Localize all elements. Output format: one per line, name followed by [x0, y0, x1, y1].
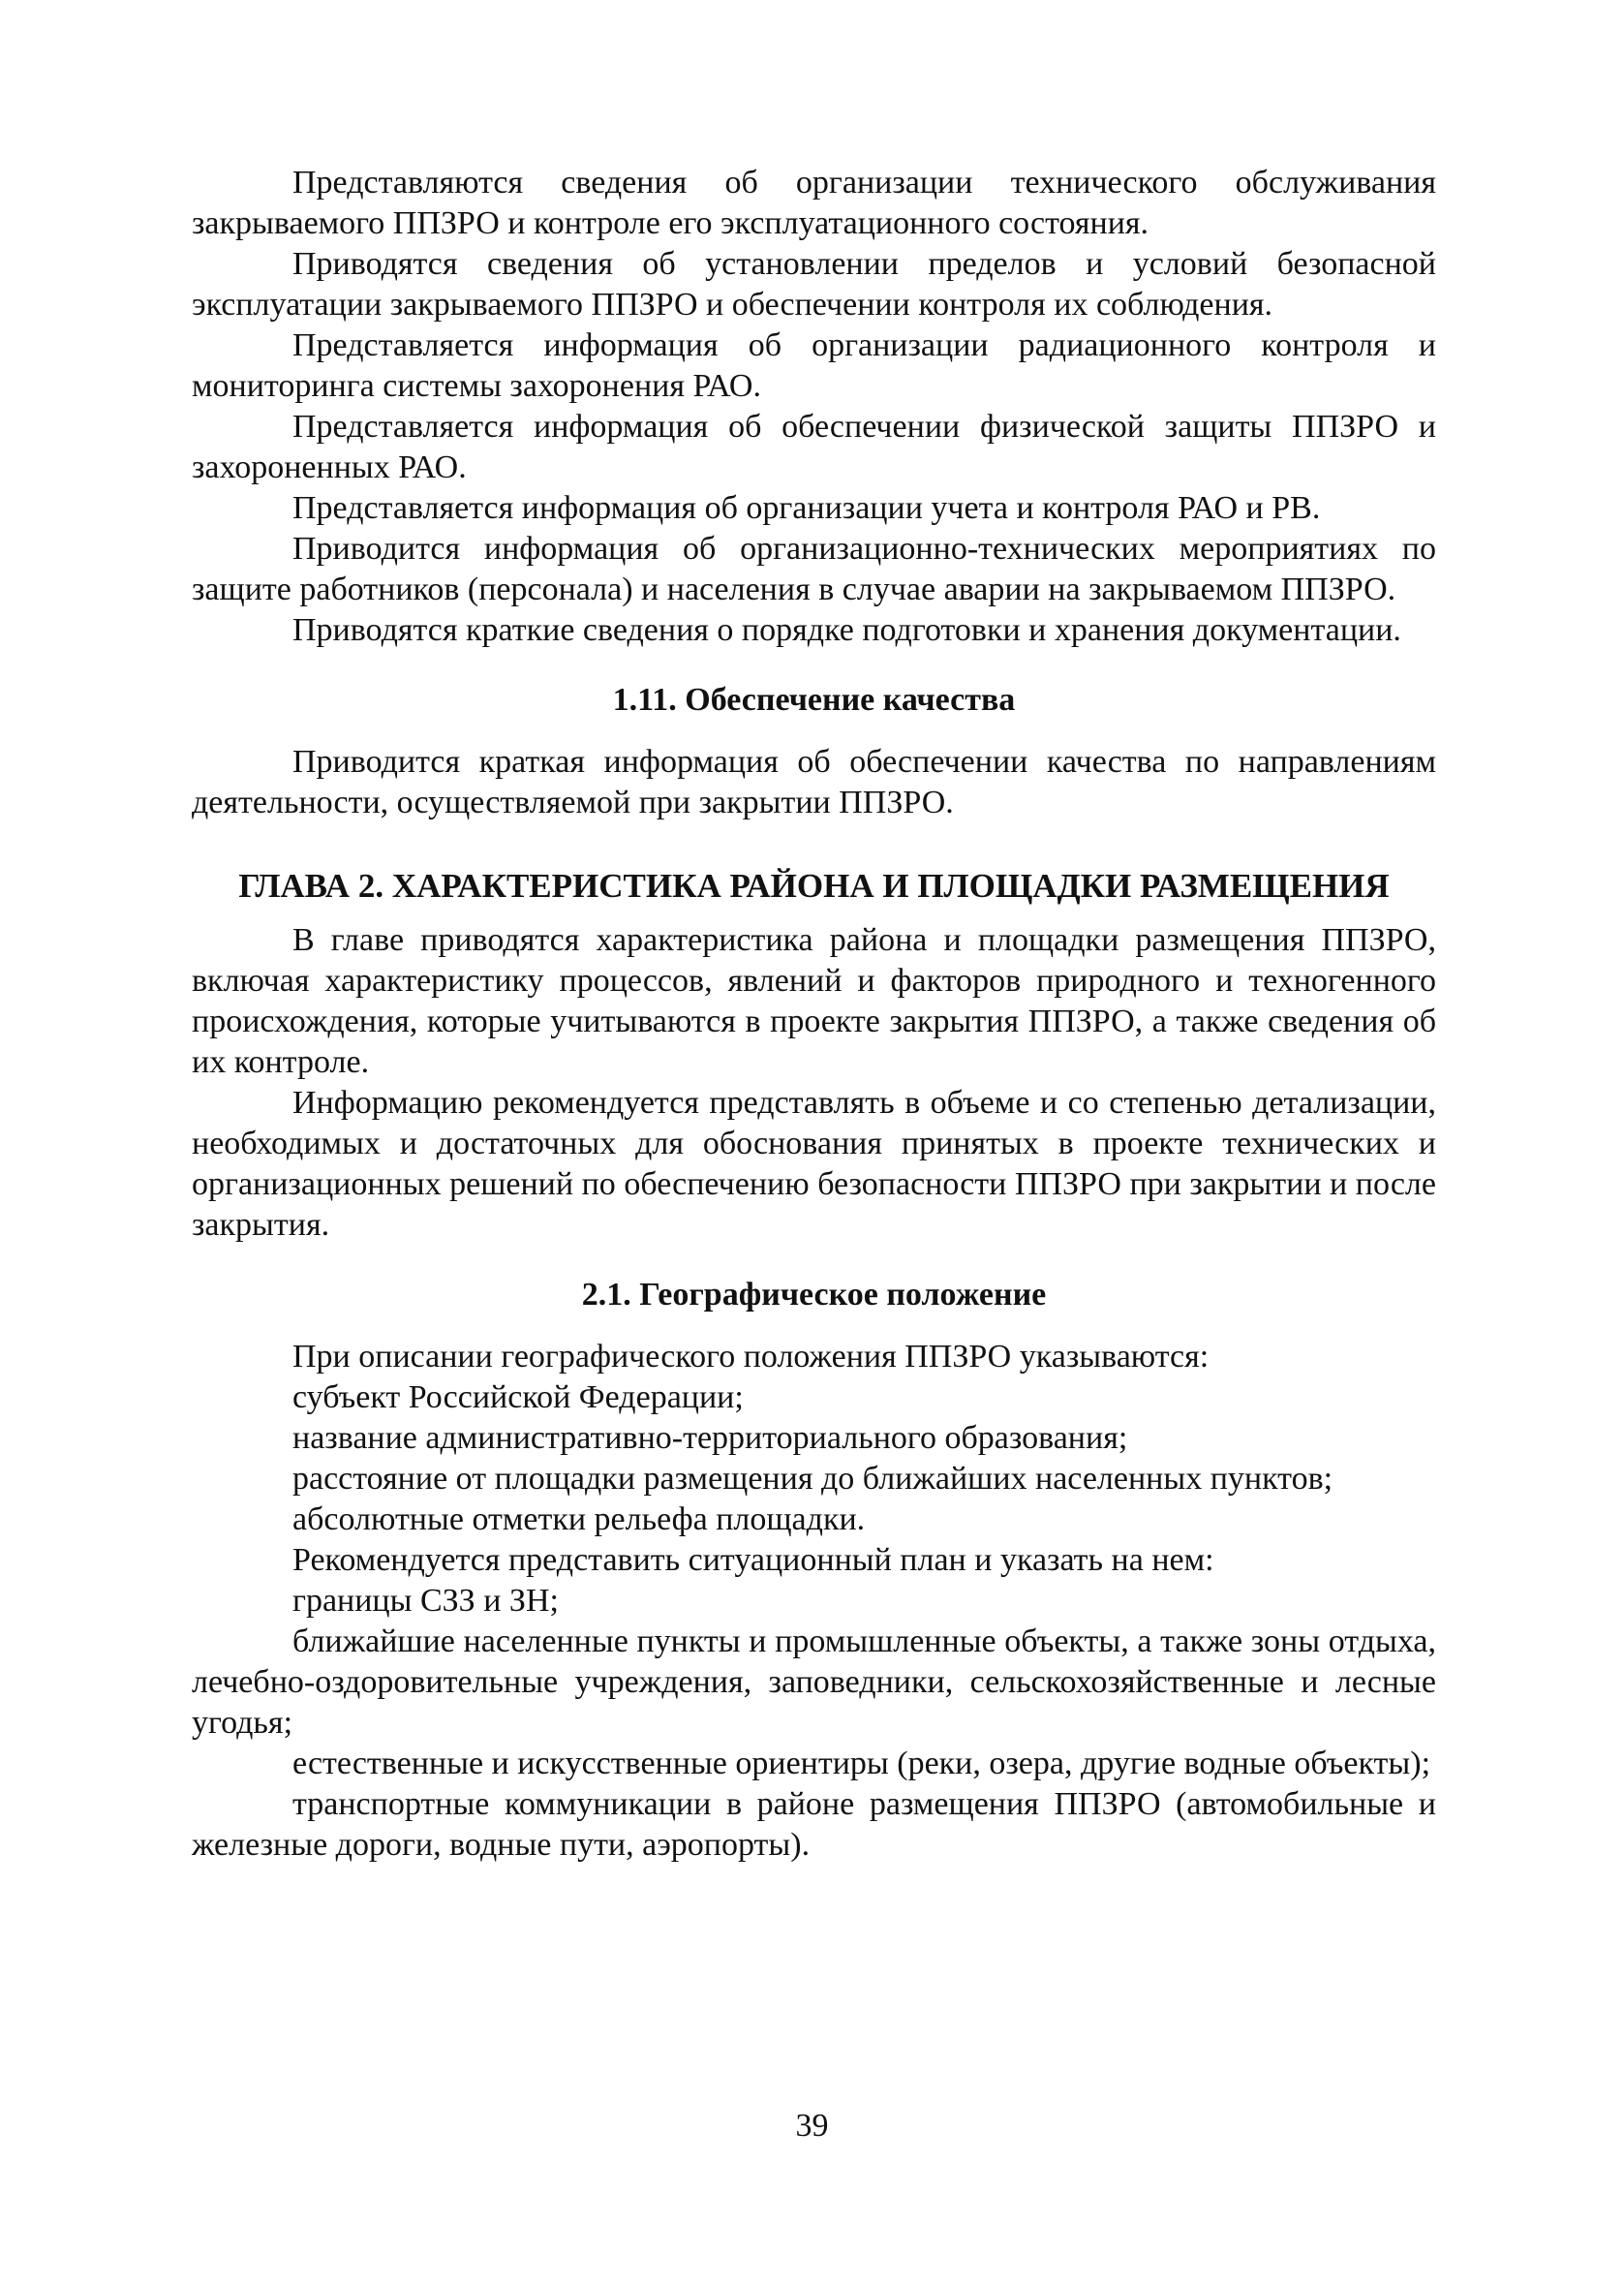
list-item: расстояние от площадки размещения до ближайших населенных пунктов;: [292, 1461, 1333, 1497]
section-heading-1-11: 1.11. Обеспечение качества: [612, 682, 1016, 718]
paragraph-radiation-monitoring: Представляется информация об организации радиационного контроля и мониторинга системы захоронения РАО.: [192, 327, 1436, 404]
document-page: [192, 163, 1436, 1866]
section-heading-2-1: 2.1. Географическое положение: [581, 1277, 1047, 1313]
paragraph-quality-assurance: Приводится краткая информация об обеспечении качества по направлениям деятельности, осуществляемой при закрытии ППЗРО.: [192, 744, 1436, 820]
paragraph-geo-intro: При описании географического положения ППЗРО указываются:: [292, 1339, 1210, 1375]
paragraph-physical-protection: Представляется информация об обеспечении физической защиты ППЗРО и захороненных РАО.: [192, 409, 1436, 485]
list-item: естественные и искусственные ориентиры (реки, озера, другие водные объекты);: [292, 1746, 1431, 1781]
list-item: название административно-территориального образования;: [292, 1420, 1128, 1456]
list-item: субъект Российской Федерации;: [292, 1379, 744, 1415]
paragraph-site-plan-intro: Рекомендуется представить ситуационный план и указать на нем:: [292, 1542, 1214, 1578]
paragraph-documentation: Приводятся краткие сведения о порядке подготовки и хранения документации.: [292, 612, 1401, 648]
paragraph-maintenance: Представляются сведения об организации технического обслуживания закрываемого ППЗРО и контроле его эксплуатационного состояния.: [192, 165, 1436, 241]
page-number: 39: [795, 2108, 829, 2144]
chapter-heading-2: ГЛАВА 2. ХАРАКТЕРИСТИКА РАЙОНА И ПЛОЩАДКИ РАЗМЕЩЕНИЯ: [238, 867, 1390, 905]
list-item: границы СЗЗ и ЗН;: [292, 1583, 559, 1619]
list-item: транспортные коммуникации в районе размещения ППЗРО (автомобильные и железные дороги, водные пути, аэропорты).: [192, 1786, 1436, 1863]
paragraph-chapter2-intro: В главе приводятся характеристика района и площадки размещения ППЗРО, включая характеристику процессов, явлений и факторов природного и техногенного происхождения, которые учитываются в проекте закрытия ППЗРО, а также сведения об их контроле.: [192, 922, 1436, 1080]
paragraph-accident-measures: Приводится информация об организационно-технических мероприятиях по защите работников (персонала) и населения в случае аварии на закрываемом ППЗРО.: [192, 531, 1436, 607]
list-item: абсолютные отметки рельефа площадки.: [292, 1501, 866, 1537]
paragraph-safe-operation-limits: Приводятся сведения об установлении пределов и условий безопасной эксплуатации закрываемого ППЗРО и обеспечении контроля их соблюдения.: [192, 246, 1436, 323]
list-item: ближайшие населенные пункты и промышленные объекты, а также зоны отдыха, лечебно-оздоровительные учреждения, заповедники, сельскохозяйственные и лесные угодья;: [192, 1623, 1436, 1741]
paragraph-chapter2-detail: Информацию рекомендуется представлять в объеме и со степенью детализации, необходимых и достаточных для обоснования принятых в проекте технических и организационных решений по обеспечению безопасности ППЗРО при закрытии и после закрытия.: [192, 1085, 1436, 1243]
paragraph-accounting-control: Представляется информация об организации учета и контроля РАО и РВ.: [292, 490, 1321, 526]
